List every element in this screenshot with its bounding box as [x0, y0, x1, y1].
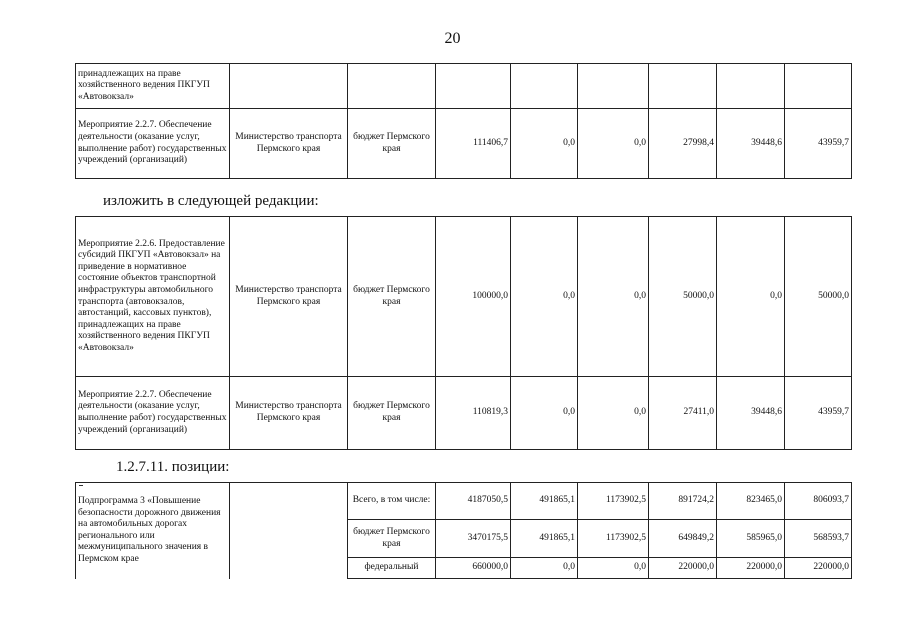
executor: Министерство транспорта Пермского края	[230, 109, 348, 179]
value-y4: 0,0	[717, 217, 785, 377]
table-row	[76, 64, 852, 109]
table-row	[76, 483, 852, 520]
funding-source: бюджет Пермского края	[348, 520, 436, 558]
table-row	[76, 217, 852, 377]
value-y3: 891724,2	[649, 483, 717, 520]
funding-source: Всего, в том числе:	[348, 483, 436, 520]
table-middle	[75, 216, 852, 450]
value-y2: 0,0	[578, 109, 649, 179]
value-y2: 0,0	[578, 217, 649, 377]
value-y3: 649849,2	[649, 520, 717, 558]
value-y4: 585965,0	[717, 520, 785, 558]
value-y2: 1173902,5	[578, 483, 649, 520]
funding-source: бюджет Пермского края	[348, 109, 436, 179]
row-name: Мероприятие 2.2.6. Предоставление субсидий ПКГУП «Автовокзал» на приведение в нормативное состояние объектов транспортной инфраструктуры автомобильного транспорта (автовокзалов, автостанций, кассовых пунктов), принадлежащих на праве хозяйственного ведения ПКГУП «Автовокзал»	[76, 217, 230, 377]
table-row	[76, 377, 852, 450]
row-name: Мероприятие 2.2.7. Обеспечение деятельности (оказание услуг, выполнение работ) государственных учреждений (организаций)	[76, 377, 230, 450]
section-heading: 1.2.7.11. позиции:	[116, 459, 230, 475]
value-y3: 27411,0	[649, 377, 717, 450]
value-y1: 0,0	[511, 558, 578, 579]
value-y2: 0,0	[578, 558, 649, 579]
table-row	[76, 109, 852, 179]
value-total: 4187050,5	[436, 483, 511, 520]
executor: Министерство транспорта Пермского края	[230, 217, 348, 377]
value-y4: 39448,6	[717, 377, 785, 450]
value-y3: 220000,0	[649, 558, 717, 579]
value-y5: 568593,7	[785, 520, 852, 558]
funding-source: бюджет Пермского края	[348, 217, 436, 377]
value-total: 660000,0	[436, 558, 511, 579]
value-y3: 27998,4	[649, 109, 717, 179]
funding-source: бюджет Пермского края	[348, 377, 436, 450]
funding-source: федеральный	[348, 558, 436, 579]
table-top	[75, 63, 852, 179]
value-y3: 50000,0	[649, 217, 717, 377]
value-y4: 220000,0	[717, 558, 785, 579]
table-bottom	[75, 482, 852, 579]
page-number: 20	[444, 30, 461, 47]
value-y1: 0,0	[511, 217, 578, 377]
value-y5: 220000,0	[785, 558, 852, 579]
value-total: 3470175,5	[436, 520, 511, 558]
value-y2: 0,0	[578, 377, 649, 450]
value-y1: 491865,1	[511, 483, 578, 520]
value-y4: 39448,6	[717, 109, 785, 179]
value-y5: 43959,7	[785, 377, 852, 450]
value-y1: 0,0	[511, 109, 578, 179]
row-name: Подпрограмма 3 «Повышение безопасности дорожного движения на автомобильных дорогах регионального или межмуниципального значения в Пермском крае	[76, 483, 230, 579]
section-heading: изложить в следующей редакции:	[103, 193, 319, 209]
value-total: 111406,7	[436, 109, 511, 179]
row-name: принадлежащих на праве хозяйственного ведения ПКГУП «Автовокзал»	[76, 64, 230, 109]
value-y1: 491865,1	[511, 520, 578, 558]
value-y5: 50000,0	[785, 217, 852, 377]
value-total: 110819,3	[436, 377, 511, 450]
row-name: Мероприятие 2.2.7. Обеспечение деятельности (оказание услуг, выполнение работ) государственных учреждений (организаций)	[76, 109, 230, 179]
value-y5: 43959,7	[785, 109, 852, 179]
value-total: 100000,0	[436, 217, 511, 377]
value-y4: 823465,0	[717, 483, 785, 520]
value-y5: 806093,7	[785, 483, 852, 520]
value-y2: 1173902,5	[578, 520, 649, 558]
value-y1: 0,0	[511, 377, 578, 450]
executor: Министерство транспорта Пермского края	[230, 377, 348, 450]
